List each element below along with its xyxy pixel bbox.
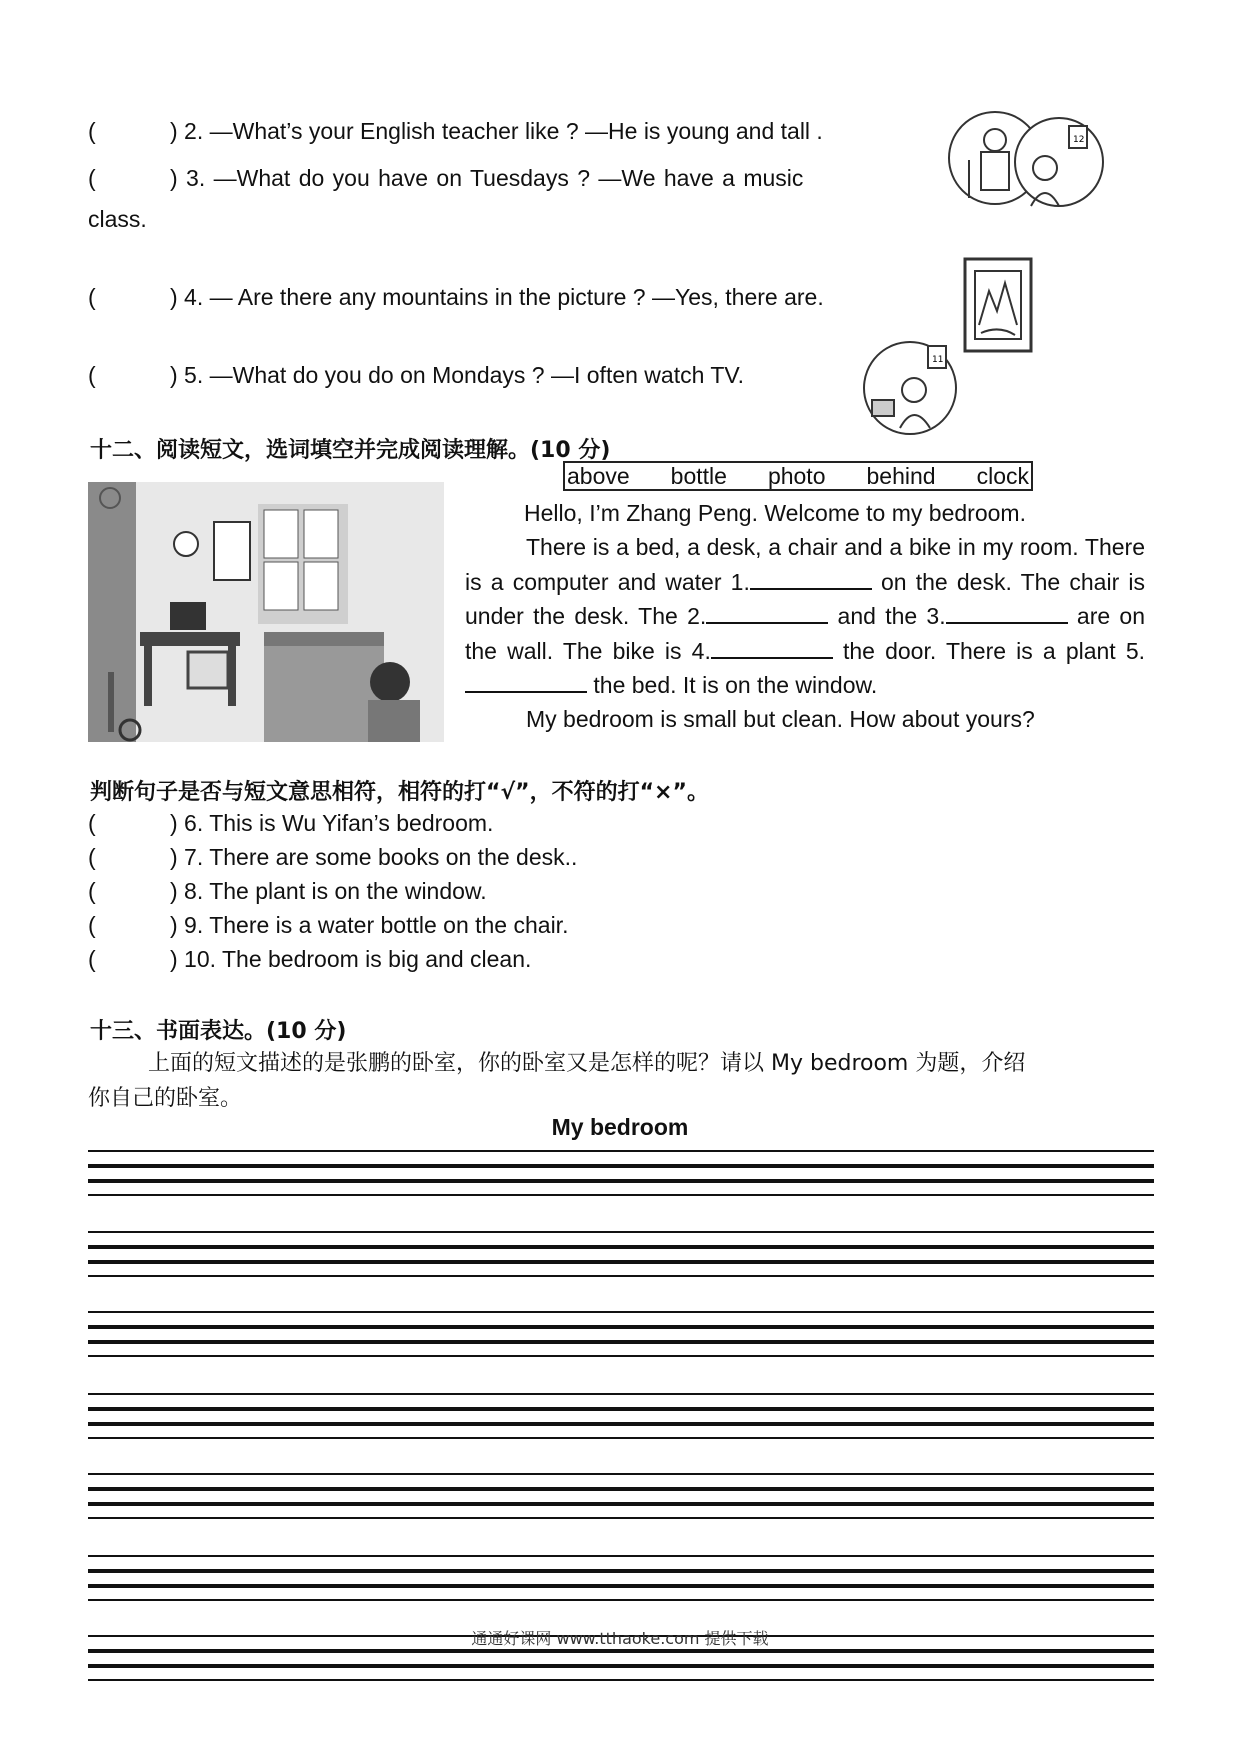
writing-line xyxy=(88,1194,1154,1196)
answer-paren: ( xyxy=(88,362,96,388)
passage-text: the door. There is a plant 5. xyxy=(832,637,1146,664)
word-bank-item: behind xyxy=(866,462,936,489)
writing-title: My bedroom xyxy=(551,1114,689,1140)
word-bank-item: above xyxy=(567,462,630,489)
word-bank-item: clock xyxy=(976,462,1029,489)
passage-text: There is a bed, a desk, a chair and a bike in my room. There is a computer and water 1. xyxy=(465,534,1145,595)
answer-paren: ( xyxy=(88,810,96,836)
answer-paren: ( xyxy=(88,946,96,972)
writing-line xyxy=(88,1393,1154,1395)
answer-paren: ( xyxy=(88,878,96,904)
blank-5[interactable] xyxy=(465,671,587,693)
judge-text: ) 10. The bedroom is big and clean. xyxy=(170,946,532,972)
question-text: ) 2. —What’s your English teacher like ? —He is young and tall . xyxy=(170,118,823,144)
bedroom-illustration xyxy=(88,482,444,742)
blank-1[interactable] xyxy=(750,568,872,590)
teacher-student-illustration xyxy=(947,110,1107,210)
writing-line xyxy=(88,1599,1154,1601)
question-text: ) 5. —What do you do on Mondays ? —I often watch TV. xyxy=(170,362,745,388)
writing-line xyxy=(88,1555,1154,1557)
writing-line xyxy=(88,1325,1154,1329)
question-text: ) 4. — Are there any mountains in the picture ? —Yes, there are. xyxy=(170,284,824,310)
watch-tv-illustration xyxy=(858,336,966,436)
passage-paragraph-3: My bedroom is small but clean. How about yours? xyxy=(526,706,1035,733)
blank-3[interactable] xyxy=(946,602,1068,624)
passage-text: the bed. It is on the window. xyxy=(587,672,878,699)
word-bank-item: bottle xyxy=(670,462,727,489)
writing-line xyxy=(88,1584,1154,1588)
passage-paragraph-1: Hello, I’m Zhang Peng. Welcome to my bedroom. xyxy=(524,500,1026,526)
footer: 通通好课网 www.tthaoke.com 提供下载 xyxy=(471,1629,769,1648)
writing-line xyxy=(88,1164,1154,1168)
writing-line xyxy=(88,1502,1154,1506)
answer-paren: ( xyxy=(88,284,96,310)
writing-line xyxy=(88,1649,1154,1653)
writing-line xyxy=(88,1487,1154,1491)
blank-2[interactable] xyxy=(706,602,828,624)
writing-line xyxy=(88,1245,1154,1249)
writing-line xyxy=(88,1473,1154,1475)
question-text: ) 3. —What do you have on Tuesdays ? —We have a music xyxy=(170,165,804,191)
passage-paragraph-2 xyxy=(465,530,1145,702)
writing-line xyxy=(88,1664,1154,1668)
judge-text: ) 9. There is a water bottle on the chair. xyxy=(170,912,569,938)
writing-line xyxy=(88,1569,1154,1573)
svg-text:11: 11 xyxy=(932,355,944,365)
writing-line xyxy=(88,1422,1154,1426)
writing-line xyxy=(88,1679,1154,1681)
writing-instruction-line-2: 你自己的卧室。 xyxy=(88,1086,243,1111)
svg-text:12: 12 xyxy=(1073,135,1085,145)
answer-paren: ( xyxy=(88,165,96,191)
writing-instruction-line-1: 上面的短文描述的是张鹏的卧室，你的卧室又是怎样的呢？请以 My bedroom 为题，介绍 xyxy=(148,1051,1026,1076)
word-bank xyxy=(563,461,1033,491)
judge-text: ) 6. This is Wu Yifan’s bedroom. xyxy=(170,810,494,836)
writing-line xyxy=(88,1407,1154,1411)
writing-line xyxy=(88,1275,1154,1277)
passage-text: are on the wall. The bike is 4. xyxy=(465,603,1145,664)
section-13-heading: 十三、书面表达。(10 分) xyxy=(90,1019,347,1044)
writing-line xyxy=(88,1179,1154,1183)
question-3-continuation: class. xyxy=(88,206,147,232)
writing-line xyxy=(88,1260,1154,1264)
writing-line xyxy=(88,1355,1154,1357)
answer-paren: ( xyxy=(88,118,96,144)
writing-line xyxy=(88,1517,1154,1519)
judge-heading: 判断句子是否与短文意思相符，相符的打“√”，不符的打“×”。 xyxy=(90,780,709,805)
reading-passage xyxy=(465,496,1145,737)
writing-line xyxy=(88,1150,1154,1152)
judge-text: ) 7. There are some books on the desk.. xyxy=(170,844,578,870)
section-12-heading: 十二、阅读短文，选词填空并完成阅读理解。(10 分) xyxy=(90,438,611,463)
answer-paren: ( xyxy=(88,844,96,870)
passage-text: on the desk. The chair is under the desk. The 2. xyxy=(465,568,1145,630)
answer-paren: ( xyxy=(88,912,96,938)
judge-text: ) 8. The plant is on the window. xyxy=(170,878,487,904)
word-bank-item: photo xyxy=(767,462,826,489)
writing-line xyxy=(88,1437,1154,1439)
writing-line xyxy=(88,1311,1154,1313)
blank-4[interactable] xyxy=(711,637,833,659)
passage-text: and the 3. xyxy=(828,603,946,630)
writing-line xyxy=(88,1340,1154,1344)
writing-line xyxy=(88,1231,1154,1233)
mountain-picture-illustration xyxy=(963,255,1035,355)
